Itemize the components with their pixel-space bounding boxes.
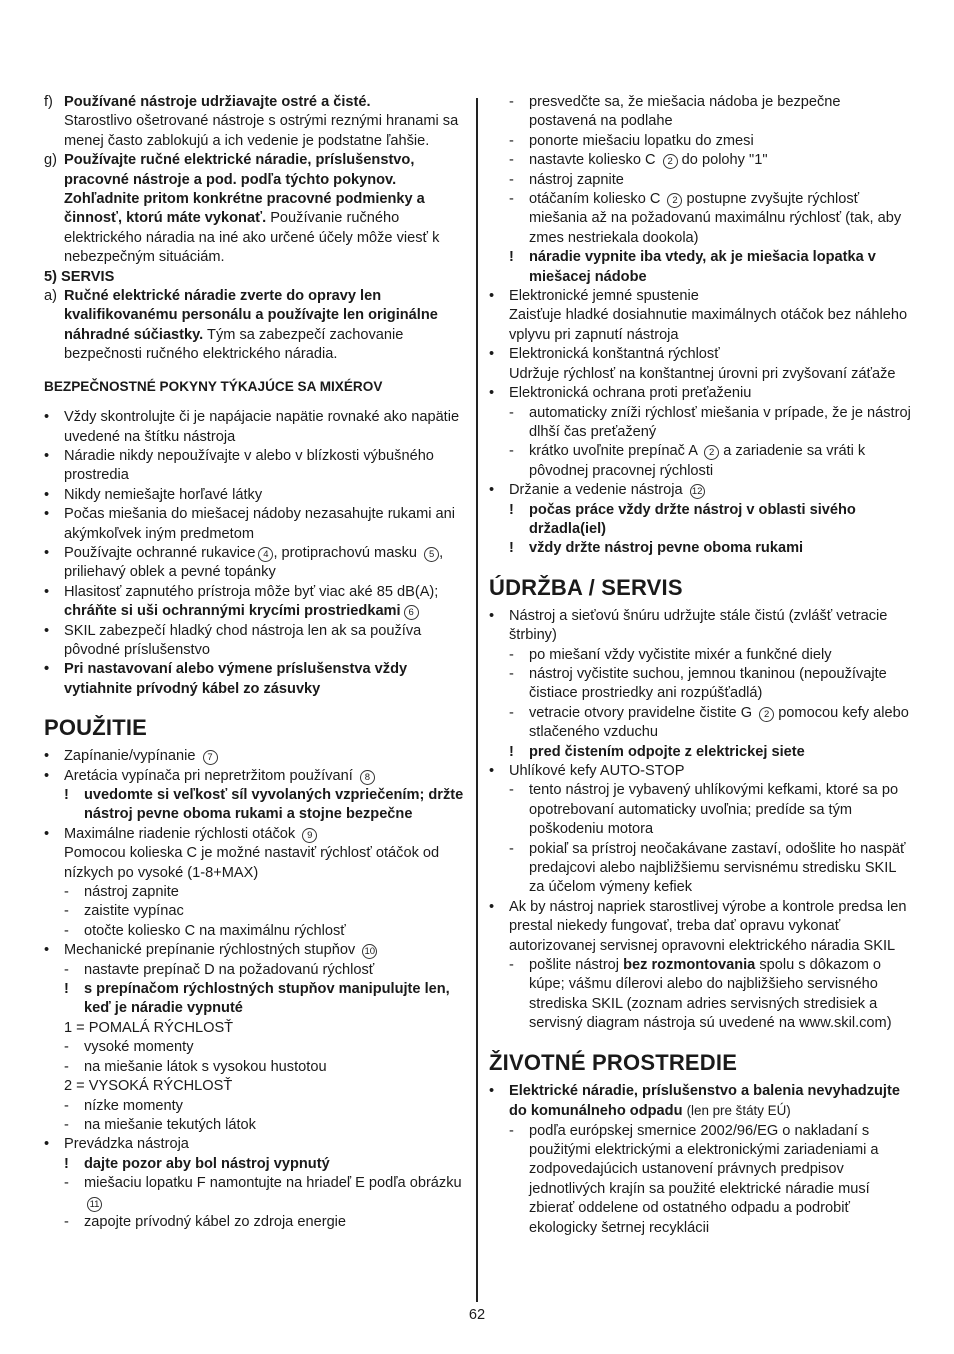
- dash-icon: -: [509, 152, 514, 169]
- dash-item: [44, 1213, 466, 1232]
- dash-icon: -: [64, 903, 69, 920]
- safety-bullet: [44, 447, 466, 486]
- list-item-f: [44, 93, 466, 151]
- speed-mode-label: 2 = VYSOKÁ RÝCHLOSŤ: [64, 1078, 233, 1095]
- bullet-text: Elektronické jemné spustenie: [509, 288, 699, 305]
- warning-line: [489, 743, 911, 762]
- dash-icon: -: [509, 443, 514, 460]
- dash-text: vetracie otvory pravidelne čistite G: [529, 704, 753, 721]
- dash-icon: -: [64, 1058, 69, 1075]
- figure-ref-icon: 2: [663, 154, 678, 169]
- bullet-icon: •: [489, 346, 495, 363]
- bullet-text: , protiprachovú masku: [273, 544, 418, 561]
- bullet-icon: •: [489, 1082, 495, 1099]
- figure-ref-icon: 5: [424, 547, 439, 562]
- feature-bullet: [489, 384, 911, 403]
- warning-text: s prepínačom rýchlostných stupňov manipulujte len, keď je náradie vypnuté: [84, 981, 450, 1017]
- dash-item: [44, 1038, 466, 1057]
- item-bold-text: Používajte ručné elektrické náradie, príslušenstvo, pracovné nástroje a pod. podľa týchto pokynov. Zohľadnite pritom konkrétne pracovné podmienky a činnosť, ktorú máte vykonať.: [64, 152, 425, 227]
- speed-mode-label: 1 = POMALÁ RÝCHLOSŤ: [64, 1019, 234, 1036]
- dash-icon: -: [64, 961, 69, 978]
- bullet-icon: •: [44, 1136, 50, 1153]
- dash-icon: -: [64, 884, 69, 901]
- dash-item: [44, 961, 466, 980]
- figure-ref-icon: 2: [667, 193, 682, 208]
- column-divider: [476, 98, 478, 1302]
- section-title-pouzitie: POUŽITIE: [44, 715, 148, 741]
- item-bold-text: Ručné elektrické náradie zverte do opravy len kvalifikovanému personálu a používajte len originálne náhradné súčiastky.: [64, 288, 438, 343]
- maintenance-bullet: [489, 898, 911, 956]
- dash-item: [489, 704, 911, 743]
- dash-item: [489, 840, 911, 898]
- dash-text: spolu s dôkazom o kúpe; vášmu dílerovi alebo do najbližšieho servisného strediska SKIL (zoznam adries servisných stredisiek a servisný diagram nástroja sú uvedené na www.skil.com): [529, 957, 892, 1032]
- warning-line: [489, 539, 911, 558]
- dash-bold-text: bez rozmontovania: [623, 957, 756, 974]
- bullet-icon: •: [44, 409, 50, 426]
- dash-text: nástroj zapnite: [84, 884, 179, 901]
- safety-bullet: [44, 505, 466, 544]
- dash-text: zaistite vypínac: [84, 903, 184, 920]
- bullet-text: , priliehavý oblek a pevné topánky: [64, 544, 444, 581]
- bullet-icon: •: [44, 942, 50, 959]
- dash-icon: -: [509, 665, 514, 682]
- item-marker: a): [44, 288, 57, 305]
- mixer-safety-heading: BEZPEČNOSTNÉ POKYNY TÝKAJÚCE SA MIXÉROV: [44, 378, 383, 394]
- bullet-text: Používajte ochranné rukavice: [64, 544, 256, 561]
- dash-item: [489, 1122, 911, 1238]
- dash-item: [44, 1058, 466, 1077]
- warning-line: [489, 501, 911, 540]
- dash-icon: -: [64, 1213, 69, 1230]
- figure-ref-icon: 9: [302, 828, 317, 843]
- env-bullet: [489, 1082, 911, 1122]
- dash-item: [44, 922, 466, 941]
- bullet-bold-text: Elektrické náradie, príslušenstvo a balenia nevyhadzujte do komunálneho odpadu: [509, 1082, 900, 1120]
- dash-text: nástroj vyčistite suchou, jemnou tkaninou (nepoužívajte čistiace prostriedky ani rozpúšťadlá): [529, 665, 887, 702]
- bullet-text: Prevádzka nástroja: [64, 1136, 189, 1153]
- dash-text: nastavte prepínač D na požadovanú rýchlosť: [84, 961, 375, 978]
- section-title-env: ŽIVOTNÉ PROSTREDIE: [489, 1049, 738, 1075]
- bullet-text: Mechanické prepínanie rýchlostných stupňov: [64, 942, 356, 959]
- bullet-text: SKIL zabezpečí hladký chod nástroja len ak sa používa pôvodné príslušenstvo: [64, 622, 422, 658]
- warning-text: uvedomte si veľkosť síl vyvolaných vzpriečením; držte nástroj pevne oboma rukami a stojne bezpečne: [84, 787, 464, 823]
- warning-icon: !: [64, 981, 69, 998]
- dash-text: pošlite nástroj: [529, 957, 620, 974]
- dash-text: po miešaní vždy vyčistite mixér a funkčné diely: [529, 646, 832, 663]
- warning-icon: !: [509, 743, 514, 760]
- dash-item: [44, 1116, 466, 1135]
- feature-bullet: [489, 481, 911, 500]
- bullet-body-text: Zaisťuje hladké dosiahnutie maximálnych otáčok bez náhleho vplyvu pri zapnutí nástroja: [509, 307, 908, 343]
- warning-text: počas práce vždy držte nástroj v oblasti sivého držadla(iel): [529, 501, 856, 537]
- right-column: [489, 93, 911, 1238]
- dash-icon: -: [509, 404, 514, 421]
- bullet-body-text: Udržuje rýchlosť na konštantnej úrovni pri zvyšovaní záťaže: [509, 365, 896, 382]
- bullet-text: Počas miešania do miešacej nádoby nezasahujte rukami ani akýmkoľvek iným predmetom: [64, 506, 456, 542]
- warning-text: pred čistením odpojte z elektrickej siete: [529, 743, 805, 760]
- figure-ref-icon: 7: [203, 750, 218, 765]
- dash-icon: -: [64, 1116, 69, 1133]
- bullet-icon: •: [44, 506, 50, 523]
- bullet-text: Nástroj a sieťovú šnúru udržujte stále čistú (zvlášť vetracie štrbiny): [509, 607, 888, 644]
- bullet-text: Nikdy nemiešajte horľavé látky: [64, 486, 263, 503]
- dash-text: automaticky zníži rýchlosť miešania v prípade, že je nástroj dlhší čas preťažený: [529, 404, 911, 440]
- dash-icon: -: [64, 922, 69, 939]
- figure-ref-icon: 10: [362, 944, 377, 959]
- bullet-icon: •: [44, 544, 50, 561]
- safety-bullet: [44, 583, 466, 622]
- usage-bullet: [44, 747, 466, 766]
- safety-bullet: [44, 486, 466, 505]
- dash-text: pomocou kefy alebo stlačeného vzduchu: [529, 704, 909, 741]
- dash-icon: -: [509, 191, 514, 208]
- dash-text: na miešanie tekutých látok: [84, 1116, 256, 1133]
- dash-icon: -: [509, 782, 514, 799]
- dash-text: ponorte miešaciu lopatku do zmesi: [529, 132, 754, 149]
- feature-bullet: [489, 345, 911, 384]
- dash-icon: -: [509, 132, 514, 149]
- dash-text: postupne zvyšujte rýchlosť miešania až na požadovanú maximálnu rýchlosť (tak, aby zmes nestriekala dookola): [529, 191, 902, 246]
- bullet-text: Elektronická konštantná rýchlosť: [509, 346, 720, 363]
- dash-icon: -: [509, 704, 514, 721]
- bullet-icon: •: [44, 486, 50, 503]
- dash-item: [489, 171, 911, 190]
- figure-ref-icon: 6: [404, 605, 419, 620]
- figure-ref-icon: 8: [360, 770, 375, 785]
- warning-line: [44, 786, 466, 825]
- dash-item: [489, 151, 911, 170]
- dash-item: [44, 1174, 466, 1213]
- dash-icon: -: [509, 171, 514, 188]
- section-title-udrzba: ÚDRŽBA / SERVIS: [489, 574, 683, 600]
- dash-item: [489, 442, 911, 481]
- dash-text: miešaciu lopatku F namontujte na hriadeľ E podľa obrázku: [84, 1175, 462, 1192]
- dash-item: [489, 665, 911, 704]
- bullet-body-text: Pomocou kolieska C je možné nastaviť rýchlosť otáčok od nízkych po vysoké (1-8+MAX): [64, 845, 440, 881]
- warning-text: dajte pozor aby bol nástroj vypnutý: [84, 1155, 330, 1172]
- dash-icon: -: [509, 840, 514, 857]
- bullet-bold-text: chráňte si uši ochrannými krycími prostriedkami: [64, 603, 401, 620]
- bullet-icon: •: [44, 767, 50, 784]
- bullet-icon: •: [489, 288, 495, 305]
- item-text: Tým sa zabezpečí zachovanie bezpečnosti ručného elektrického náradia.: [64, 326, 404, 363]
- warning-icon: !: [509, 249, 514, 266]
- safety-bullet: [44, 408, 466, 447]
- bullet-icon: •: [489, 898, 495, 915]
- dash-item: [489, 404, 911, 443]
- dash-text: a zariadenie sa vráti k pôvodnej pracovnej rýchlosti: [529, 443, 866, 479]
- bullet-small-text: (len pre štáty EÚ): [686, 1103, 791, 1119]
- item-marker: g): [44, 152, 57, 169]
- dash-item: [489, 646, 911, 665]
- dash-icon: -: [509, 646, 514, 663]
- maintenance-bullet: [489, 762, 911, 781]
- safety-bullet: [44, 660, 466, 699]
- bullet-icon: •: [44, 447, 50, 464]
- dash-text: vysoké momenty: [84, 1039, 194, 1056]
- warning-line: [44, 1155, 466, 1174]
- dash-icon: -: [509, 957, 514, 974]
- item-marker: f): [44, 94, 53, 110]
- figure-ref-icon: 2: [704, 445, 719, 460]
- bullet-text: Pri nastavovaní alebo výmene príslušenstva vždy vytiahnite prívodný kábel zo zásuvky: [64, 661, 408, 697]
- usage-bullet: [44, 767, 466, 786]
- dash-text: nízke momenty: [84, 1097, 183, 1114]
- dash-icon: -: [509, 1122, 514, 1139]
- dash-text: do polohy "1": [681, 152, 768, 169]
- bullet-text: Náradie nikdy nepoužívajte v alebo v blízkosti výbušného prostredia: [64, 447, 434, 484]
- bullet-icon: •: [44, 622, 50, 639]
- page-number: 62: [468, 1307, 486, 1323]
- dash-icon: -: [64, 1175, 69, 1192]
- dash-item: [44, 902, 466, 921]
- bullet-icon: •: [44, 748, 50, 765]
- dash-text: nástroj zapnite: [529, 171, 624, 188]
- warning-icon: !: [509, 501, 514, 518]
- safety-bullet: [44, 544, 466, 583]
- bullet-text: Ak by nástroj napriek starostlivej výrobe a kontrole predsa len prestal niekedy fungovať, treba dať opravu vykonať autorizovanej servisnej opravovni elektrického náradia SKIL: [509, 898, 907, 954]
- safety-bullet: [44, 622, 466, 661]
- servis-subtitle: 5) SERVIS: [44, 268, 115, 285]
- list-item-a: [44, 287, 466, 365]
- dash-text: presvedčte sa, že miešacia nádoba je bezpečne postavená na podlahe: [529, 94, 841, 130]
- dash-icon: -: [64, 1097, 69, 1114]
- item-text: Používanie ručného elektrického náradia na iné ako určené účely môže viesť k nebezpečným situáciám.: [64, 210, 440, 266]
- maintenance-bullet: [489, 607, 911, 646]
- left-column: [44, 93, 466, 1232]
- bullet-icon: •: [489, 607, 495, 624]
- item-bold-text: Používané nástroje udržiavajte ostré a čisté.: [64, 94, 371, 110]
- warning-icon: !: [64, 1155, 69, 1172]
- figure-ref-icon: 12: [690, 484, 705, 499]
- bullet-text: Hlasitosť zapnutého prístroja môže byť viac aké 85 dB(A);: [64, 583, 439, 600]
- dash-text: pokiaľ sa prístroj neočakávane zastaví, odošlite ho naspäť predajcovi alebo najbližšiemu servisnému stredisku SKIL za účelom výmeny kefiek: [529, 840, 906, 896]
- dash-item: [489, 93, 911, 132]
- dash-icon: -: [509, 94, 514, 110]
- dash-text: otáčaním koliesko C: [529, 191, 661, 208]
- dash-text: tento nástroj je vybavený uhlíkovými kefkami, ktoré sa po opotrebovaní automaticky uvoľnia; predíde sa tým poškodeniu motora: [529, 782, 899, 838]
- bullet-icon: •: [489, 385, 495, 402]
- bullet-icon: •: [44, 825, 50, 842]
- bullet-text: Aretácia vypínača pri nepretržitom používaní: [64, 767, 353, 784]
- figure-ref-icon: 4: [258, 547, 273, 562]
- usage-bullet: [44, 1135, 466, 1154]
- figure-ref-icon: 2: [759, 707, 774, 722]
- bullet-text: Maximálne riadenie rýchlosti otáčok: [64, 825, 296, 842]
- dash-text: krátko uvoľnite prepínač A: [529, 443, 698, 460]
- warning-icon: !: [509, 540, 514, 557]
- list-item-g: [44, 151, 466, 267]
- warning-text: náradie vypnite iba vtedy, ak je miešacia lopatka v miešacej nádobe: [529, 249, 876, 285]
- usage-bullet: [44, 941, 466, 960]
- dash-item: [489, 132, 911, 151]
- dash-item: [489, 781, 911, 839]
- figure-ref-icon: 11: [87, 1197, 102, 1212]
- dash-icon: -: [64, 1039, 69, 1056]
- bullet-text: Držanie a vedenie nástroja: [509, 482, 683, 499]
- bullet-icon: •: [489, 482, 495, 499]
- warning-icon: !: [64, 787, 69, 803]
- dash-item: [44, 883, 466, 902]
- dash-text: nastavte koliesko C: [529, 152, 656, 169]
- dash-item: [489, 956, 911, 1034]
- bullet-icon: •: [44, 583, 50, 600]
- bullet-icon: •: [44, 661, 50, 678]
- warning-text: vždy držte nástroj pevne oboma rukami: [529, 540, 804, 557]
- bullet-text: Zapínanie/vypínanie: [64, 748, 196, 765]
- bullet-icon: •: [489, 763, 495, 779]
- bullet-text: Elektronická ochrana proti preťaženiu: [509, 385, 752, 402]
- dash-text: podľa európskej smernice 2002/96/EG o nakladaní s použitými elektrickými a elektronickými zariadeniami a zodpovedajúcich ustanovení právnych predpisov jednotlivých krajín sa použité elektrické náradie musí zbierať oddelene od ostatného odpadu a podrobiť ekologicky šetrnej recyklácii: [529, 1122, 879, 1236]
- warning-line: [44, 980, 466, 1019]
- bullet-text: Uhlíkové kefy AUTO-STOP: [509, 763, 685, 779]
- dash-text: zapojte prívodný kábel zo zdroja energie: [84, 1213, 347, 1230]
- dash-text: na miešanie látok s vysokou hustotou: [84, 1058, 327, 1075]
- usage-bullet: [44, 825, 466, 883]
- dash-item: [44, 1097, 466, 1116]
- dash-item: [489, 190, 911, 248]
- warning-line: [489, 248, 911, 287]
- dash-text: otočte koliesko C na maximálnu rýchlosť: [84, 922, 346, 939]
- item-text: Starostlivo ošetrované nástroje s ostrými reznými hranami sa menej často zablokujú a ich vedenie je podstatne ľahšie.: [64, 113, 459, 149]
- feature-bullet: [489, 287, 911, 345]
- bullet-text: Vždy skontrolujte či je napájacie napätie rovnaké ako napätie uvedené na štítku nástroja: [64, 409, 460, 445]
